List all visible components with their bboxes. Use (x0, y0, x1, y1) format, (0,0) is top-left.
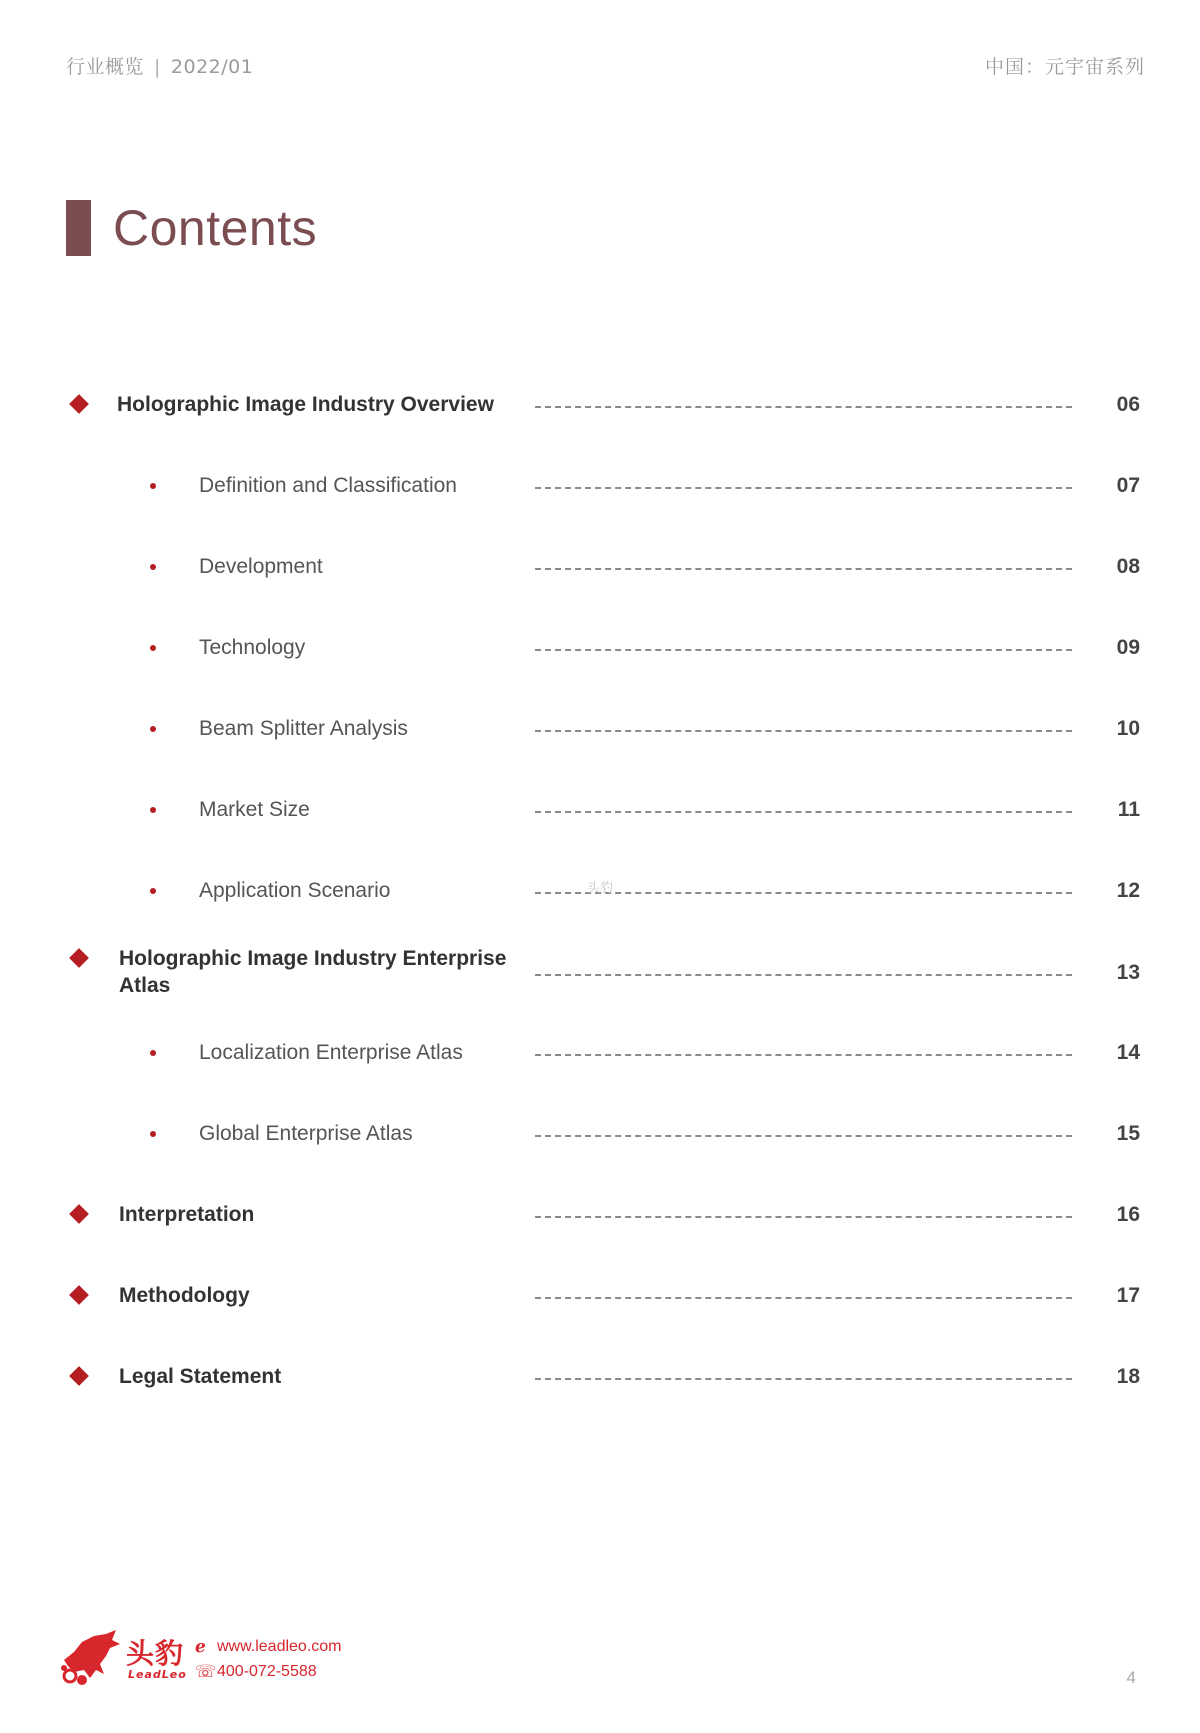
dot-bullet-icon (150, 888, 156, 894)
phone-number: 400-072-5588 (217, 1663, 317, 1680)
website-link[interactable]: www.leadleo.com (217, 1638, 342, 1655)
header-category: 行业概览 (66, 56, 145, 78)
toc-entry[interactable] (0, 1033, 1200, 1073)
title-accent-bar (66, 200, 91, 256)
dot-bullet-icon (150, 1050, 156, 1056)
header-category-date (66, 52, 253, 79)
page-title: Contents (113, 200, 318, 256)
watermark: 头豹 (587, 881, 614, 896)
logo-english-name: LeadLeo (128, 1668, 187, 1681)
header-date: 2022/01 (170, 56, 254, 78)
toc-page-number: 14 (1116, 1041, 1140, 1064)
toc-page-number: 15 (1116, 1122, 1140, 1145)
dotted-leader (535, 1378, 1072, 1380)
diamond-bullet-icon (69, 1366, 89, 1386)
toc-page-number: 06 (1116, 393, 1140, 416)
toc-entry[interactable] (0, 1195, 1200, 1235)
leopard-logo-icon (60, 1630, 124, 1688)
logo-chinese-name: 头豹 (126, 1637, 185, 1670)
dotted-leader (535, 649, 1072, 651)
toc-entry-label: Global Enterprise Atlas (199, 1122, 413, 1145)
dotted-leader (535, 406, 1072, 408)
toc-page-number: 10 (1116, 717, 1140, 740)
toc-page-number: 18 (1116, 1365, 1140, 1388)
dot-bullet-icon (150, 726, 156, 732)
toc-entry-label: Beam Splitter Analysis (199, 717, 408, 740)
toc-entry-label: Market Size (199, 798, 310, 821)
dotted-leader (535, 730, 1072, 732)
dotted-leader (535, 974, 1072, 976)
dot-bullet-icon (150, 564, 156, 570)
toc-page-number: 07 (1116, 474, 1140, 497)
toc-entry[interactable] (0, 628, 1200, 668)
e-icon: ℯ (195, 1637, 206, 1656)
dotted-leader (535, 892, 1072, 894)
toc-page-number: 16 (1116, 1203, 1140, 1226)
phone-icon: ☏ (195, 1662, 217, 1681)
dotted-leader (535, 1135, 1072, 1137)
phone-row (195, 1659, 342, 1684)
toc-page-number: 12 (1116, 879, 1140, 902)
toc-entry[interactable] (0, 790, 1200, 830)
page-number: 4 (1126, 1668, 1136, 1687)
toc-page-number: 13 (1116, 961, 1140, 984)
dotted-leader (535, 1054, 1072, 1056)
toc-entry[interactable] (0, 1114, 1200, 1154)
diamond-bullet-icon (69, 1285, 89, 1305)
toc-entry[interactable] (0, 385, 1200, 425)
toc-entry[interactable] (0, 1276, 1200, 1316)
diamond-bullet-icon (69, 1204, 89, 1224)
toc-page-number: 09 (1116, 636, 1140, 659)
contact-info (195, 1634, 342, 1684)
dot-bullet-icon (150, 807, 156, 813)
toc-entry[interactable] (0, 466, 1200, 506)
dotted-leader (535, 1216, 1072, 1218)
footer-brand (60, 1630, 420, 1690)
diamond-bullet-icon (69, 394, 89, 414)
toc-entry-label: Methodology (119, 1284, 250, 1307)
toc-page-number: 11 (1117, 798, 1140, 821)
dotted-leader (535, 487, 1072, 489)
dot-bullet-icon (150, 645, 156, 651)
toc-entry-label: Holographic Image Industry Enterprise Atlas (119, 947, 507, 997)
dotted-leader (535, 568, 1072, 570)
toc-page-number: 17 (1116, 1284, 1140, 1307)
page-title-block (66, 200, 317, 256)
toc-entry[interactable] (0, 709, 1200, 749)
toc-entry[interactable] (0, 945, 1200, 1005)
toc-entry-label: Definition and Classification (199, 474, 457, 497)
toc-entry[interactable] (0, 547, 1200, 587)
toc-entry-label: Holographic Image Industry Overview (117, 393, 494, 416)
toc-entry-label: Interpretation (119, 1203, 255, 1226)
toc-entry-label: Application Scenario (199, 879, 391, 902)
dot-bullet-icon (150, 1131, 156, 1137)
header-separator: | (154, 56, 161, 78)
toc-page-number: 08 (1116, 555, 1140, 578)
dotted-leader (535, 1297, 1072, 1299)
dot-bullet-icon (150, 483, 156, 489)
toc-entry-label: Development (199, 555, 323, 578)
toc-entry-label: Legal Statement (119, 1365, 282, 1388)
diamond-bullet-icon (69, 948, 89, 968)
toc-entry-label: Localization Enterprise Atlas (199, 1041, 463, 1064)
toc-entry-label: Technology (199, 636, 306, 659)
dotted-leader (535, 811, 1072, 813)
header-series: 中国：元宇宙系列 (984, 56, 1145, 78)
toc-entry[interactable] (0, 1357, 1200, 1397)
website-row[interactable] (195, 1634, 342, 1659)
